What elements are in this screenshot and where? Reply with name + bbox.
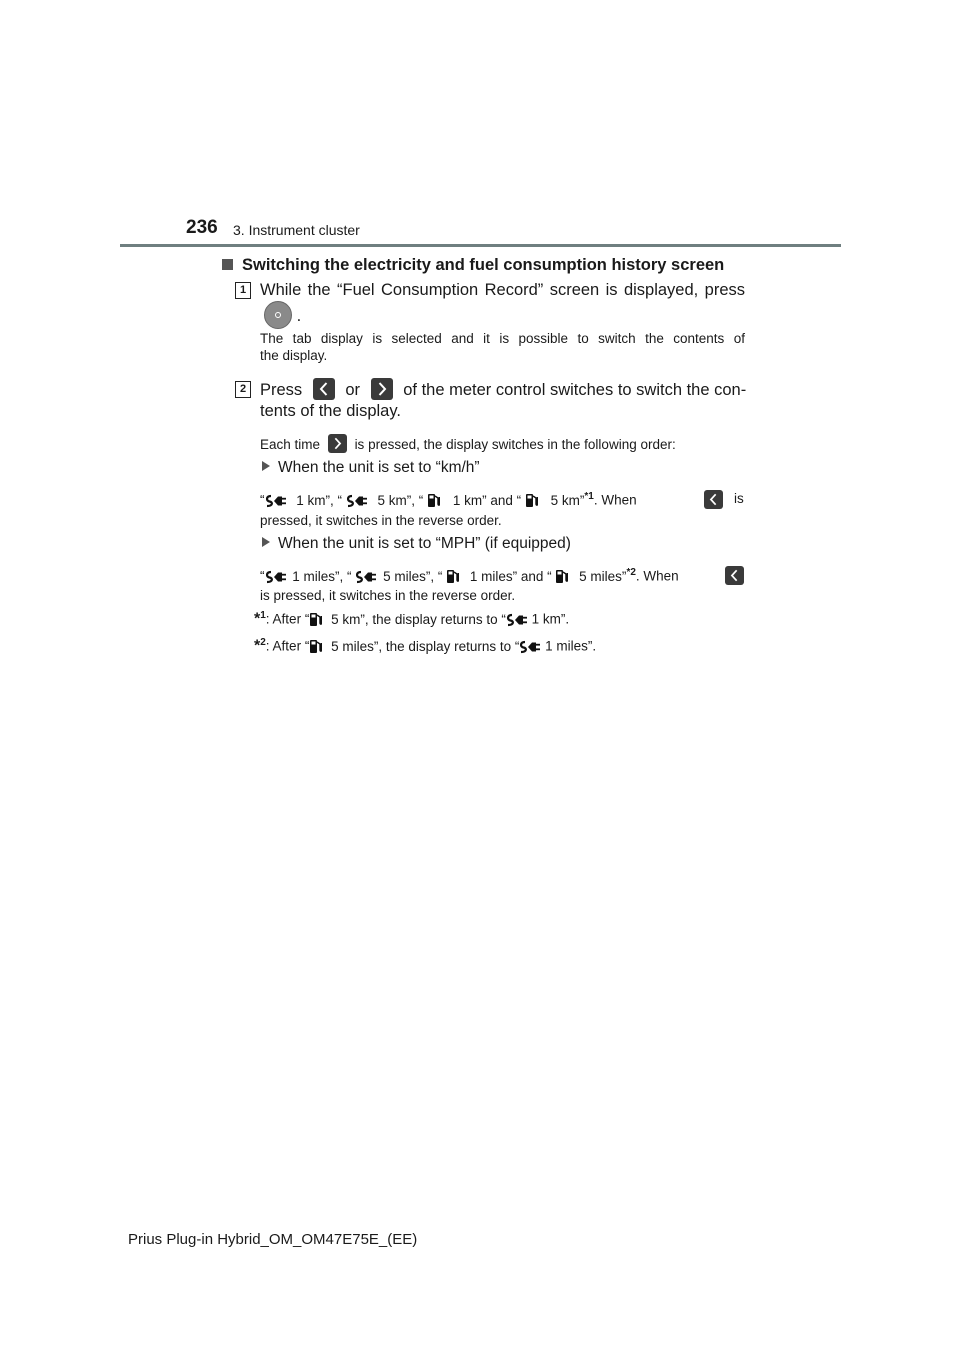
mph-item-4: 5 miles” <box>579 568 627 584</box>
footnote-2-a: : After “ <box>265 638 310 654</box>
electricity-plug-icon <box>355 570 377 584</box>
chapter-title: 3. Instrument cluster <box>233 222 360 238</box>
step-2-note-b: is pressed, the display switches in the following order: <box>354 437 676 452</box>
fuel-pump-icon <box>555 568 569 584</box>
step-2-text-b: of the meter control switches to switch the con- <box>403 381 747 399</box>
fuel-pump-icon <box>525 492 539 508</box>
electricity-plug-icon <box>265 494 287 508</box>
section-heading <box>222 256 724 275</box>
triangle-bullet-icon <box>262 461 270 471</box>
section-heading-text: Switching the electricity and fuel consumption history screen <box>242 256 725 274</box>
mph-line-1 <box>260 567 745 584</box>
fuel-pump-icon <box>446 568 460 584</box>
footnote-1-a: : After “ <box>265 611 310 627</box>
step-2-text-a: Press <box>260 381 303 399</box>
chevron-left-button-icon <box>725 566 744 585</box>
footnote-1-c: 1 km”. <box>531 611 570 627</box>
kmh-line-1 <box>260 491 745 508</box>
step-number-2: 2 <box>235 381 251 398</box>
footnote-1-b: 5 km”, the display returns to “ <box>331 611 506 627</box>
step-2-note-a: Each time <box>260 437 321 452</box>
footnote-1 <box>254 610 569 629</box>
footnote-2-num: 2 <box>260 637 266 648</box>
kmh-title: When the unit is set to “km/h” <box>278 459 480 476</box>
fuel-pump-icon <box>309 638 323 654</box>
footnote-1-num: 1 <box>260 610 266 621</box>
chevron-right-button-icon <box>328 434 347 453</box>
step-2-note <box>260 434 676 453</box>
chevron-right-button-icon <box>371 378 393 400</box>
mph-subheading <box>262 535 571 553</box>
mph-item-1: 1 miles”, “ <box>292 568 352 584</box>
kmh-line-2: pressed, it switches in the reverse order. <box>260 513 502 528</box>
step-1-press-line <box>264 301 301 329</box>
electricity-plug-icon <box>506 613 528 627</box>
kmh-item-2: 5 km”, “ <box>377 492 424 508</box>
step-1-note-line-1 <box>260 331 745 346</box>
mph-quote: “ <box>260 568 265 584</box>
page-number: 236 <box>186 217 218 238</box>
kmh-item-4: 5 km” <box>550 492 585 508</box>
kmh-item-3: 1 km” and “ <box>452 492 522 508</box>
header-divider <box>120 244 841 247</box>
mph-when: . When <box>635 568 679 584</box>
kmh-when: . When <box>593 492 637 508</box>
footer-document-id: Prius Plug-in Hybrid_OM_OM47E75E_(EE) <box>128 1231 418 1248</box>
footnote-2-b: 5 miles”, the display returns to “ <box>331 638 520 654</box>
footnote-2-c: 1 miles”. <box>545 638 597 654</box>
mph-item-2: 5 miles”, “ <box>383 568 443 584</box>
step-1-text-a: While the “Fuel Consumption Record” screen is displayed, press <box>260 281 745 299</box>
kmh-is: is <box>734 491 744 506</box>
footnote-1-star: * <box>254 610 261 628</box>
fuel-pump-icon <box>427 492 441 508</box>
kmh-quote: “ <box>260 492 265 508</box>
kmh-item-1: 1 km”, “ <box>296 492 343 508</box>
triangle-bullet-icon <box>262 537 270 547</box>
mph-footnote-ref: *2 <box>626 567 636 578</box>
ok-button-icon <box>264 301 292 329</box>
kmh-footnote-ref: *1 <box>584 491 594 502</box>
square-bullet-icon <box>222 259 233 270</box>
electricity-plug-icon <box>265 570 287 584</box>
mph-item-3: 1 miles” and “ <box>469 568 552 584</box>
step-1-text-b: . <box>296 307 302 325</box>
fuel-pump-icon <box>309 611 323 627</box>
step-1-text <box>260 281 745 300</box>
electricity-plug-icon <box>346 494 368 508</box>
chevron-left-button-icon <box>704 490 723 509</box>
mph-title: When the unit is set to “MPH” (if equipped) <box>278 535 571 552</box>
step-1-note-line-2: the display. <box>260 348 328 363</box>
step-1-note-1: The tab display is selected and it is possible to switch the contents of <box>260 331 745 346</box>
step-2-text-or: or <box>345 381 361 399</box>
step-2-line-2: tents of the display. <box>260 402 401 420</box>
footnote-2 <box>254 637 596 656</box>
step-number-1: 1 <box>235 282 251 299</box>
electricity-plug-icon <box>519 640 541 654</box>
step-2-line-1 <box>260 378 746 400</box>
chevron-left-button-icon <box>313 378 335 400</box>
mph-line-2: is pressed, it switches in the reverse order. <box>260 588 516 603</box>
footnote-2-star: * <box>254 637 261 655</box>
kmh-subheading <box>262 459 480 477</box>
